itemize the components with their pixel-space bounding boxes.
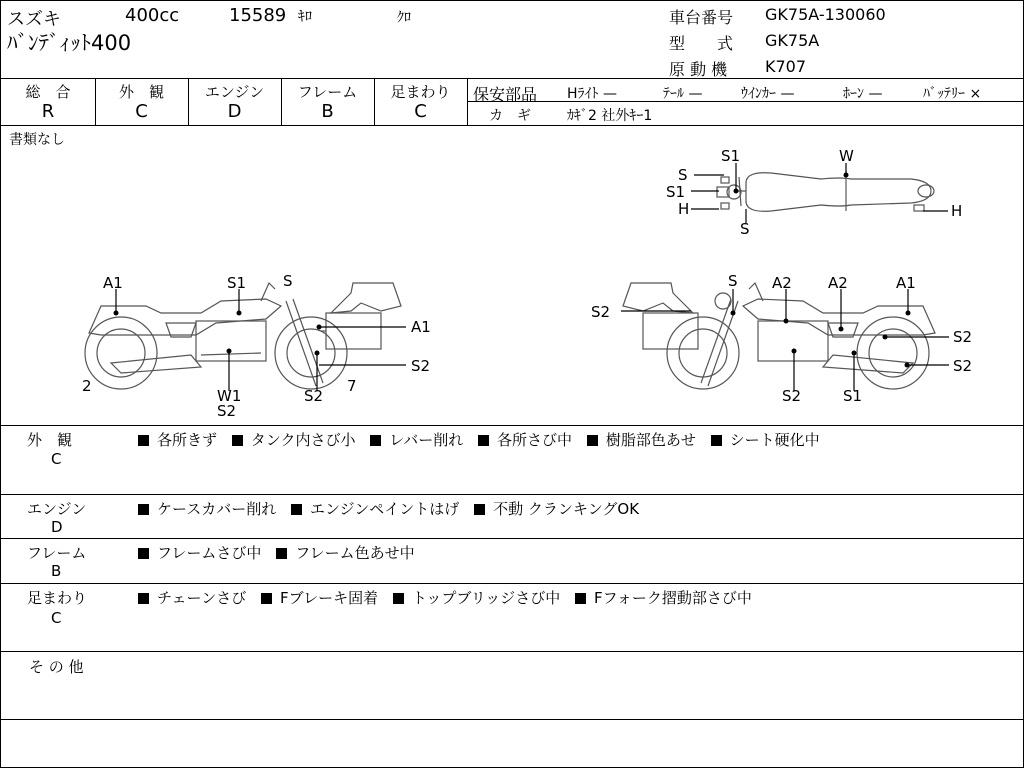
- note-item: Fブレーキ固着: [280, 589, 379, 607]
- grade-value-exterior: C: [135, 101, 148, 122]
- grade-label-frame: フレーム: [297, 83, 358, 101]
- type-label: 型 式: [669, 34, 734, 53]
- safety-horn: ﾎｰﾝ —: [843, 86, 883, 102]
- note-item: フレームさび中: [157, 544, 262, 562]
- motorcycle-diagram: [1, 126, 1023, 426]
- marker-top-h: H: [678, 200, 690, 218]
- marker-right-a2b: A2: [828, 274, 848, 292]
- frame-no: GK75A-130060: [765, 5, 886, 24]
- section-frame-grade: B: [51, 562, 62, 580]
- left-side-motorcycle: [85, 283, 401, 389]
- marker-top-s2: S: [740, 220, 750, 238]
- safety-winker: ｳｲﾝｶｰ —: [741, 86, 795, 102]
- engine-label: 原 動 機: [669, 60, 728, 79]
- marker-right-a1: A1: [896, 274, 916, 292]
- divider: [1, 78, 1023, 79]
- safety-tail: ﾃｰﾙ —: [663, 86, 703, 102]
- marker-right-s2: S2: [591, 303, 611, 321]
- frame-no-label: 車台番号: [669, 8, 734, 27]
- section-engine-grade: D: [51, 518, 63, 536]
- marker-left-s1: S1: [227, 274, 247, 292]
- note-item: Fフォーク摺動部さび中: [594, 589, 752, 607]
- note-item: 各所さび中: [497, 431, 573, 449]
- mileage-value: 15589: [229, 5, 287, 26]
- section-engine-notes: [138, 498, 649, 519]
- marker-left-a1b: A1: [411, 318, 431, 336]
- grade-label-suspension: 足まわり: [390, 83, 451, 101]
- color: ｸﾛ: [397, 10, 411, 26]
- marker-right-s2b: S2: [953, 328, 973, 346]
- section-exterior-grade: C: [51, 450, 62, 468]
- note-item: トップブリッジさび中: [411, 589, 561, 607]
- section-suspension-grade: C: [51, 609, 62, 627]
- marker-left-s2c: S2: [304, 387, 324, 405]
- displacement: 400cc: [125, 5, 180, 26]
- grade-value-suspension: C: [414, 101, 427, 122]
- marker-left-s: S: [283, 272, 293, 290]
- marker-left-7: 7: [347, 377, 357, 395]
- type-value: GK75A: [765, 31, 820, 50]
- key-label: カ ギ: [489, 108, 531, 124]
- safety-battery: ﾊﾞｯﾃﾘｰ ×: [923, 86, 982, 102]
- note-item: ケースカバー削れ: [157, 500, 277, 518]
- mileage: [229, 5, 312, 26]
- grade-value-frame: B: [321, 101, 334, 122]
- grade-label-exterior: 外 観: [118, 83, 164, 101]
- grade-value-overall: R: [41, 101, 55, 122]
- model-name: ﾊﾞﾝﾃﾞｨｯﾄ400: [7, 31, 132, 55]
- section-suspension-label: 足まわり: [27, 589, 88, 607]
- section-frame-notes: [138, 542, 425, 563]
- safety-label: 保安部品: [473, 85, 538, 104]
- key-value: ｶｷﾞ2 社外ｷｰ1: [567, 108, 653, 124]
- marker-right-s2d: S2: [782, 387, 802, 405]
- grade-label-overall: 総 合: [25, 83, 71, 101]
- note-item: エンジンペイントはげ: [310, 500, 460, 518]
- marker-left-a1: A1: [103, 274, 123, 292]
- note-item: チェーンさび: [157, 589, 247, 607]
- note-item: フレーム色あせ中: [295, 544, 415, 562]
- mileage-unit: ｷﾛ: [298, 9, 312, 25]
- engine-value: K707: [765, 57, 807, 76]
- marker-left-w1: W1: [217, 387, 242, 405]
- note-item: 各所きず: [157, 431, 218, 449]
- marker-right-s2c: S2: [953, 357, 973, 375]
- marker-right-s1: S1: [843, 387, 863, 405]
- section-suspension-notes: [138, 587, 762, 608]
- maker: スズキ: [7, 9, 61, 30]
- note-item: シート硬化中: [729, 431, 820, 449]
- marker-left-2: 2: [82, 377, 92, 395]
- grade-label-engine: エンジン: [204, 83, 265, 101]
- safety-headlight: Hﾗｲﾄ —: [567, 86, 617, 102]
- note-item: レバー削れ: [389, 431, 464, 449]
- section-frame-label: フレーム: [27, 544, 87, 562]
- marker-left-s2b: S2: [217, 402, 237, 420]
- marker-left-s2: S2: [411, 357, 431, 375]
- marker-right-s: S: [728, 272, 738, 290]
- note-item: 樹脂部色あせ: [605, 431, 696, 449]
- marker-top-s1: S1: [721, 147, 741, 165]
- section-engine-label: エンジン: [27, 500, 87, 518]
- note-item: タンク内さび小: [250, 431, 356, 449]
- marker-top-s1b: S1: [666, 183, 686, 201]
- marker-top-s: S: [678, 166, 688, 184]
- marker-top-h2: H: [951, 202, 963, 220]
- note-item: 不動 クランキングOK: [493, 500, 640, 518]
- section-other-label: そ の 他: [29, 658, 84, 676]
- section-exterior-label: 外 観: [27, 431, 73, 449]
- top-view-motorcycle: [717, 171, 934, 211]
- marker-top-w: W: [839, 147, 854, 165]
- right-side-motorcycle: [623, 283, 935, 389]
- section-exterior-notes: [138, 429, 830, 450]
- marker-right-a2: A2: [772, 274, 792, 292]
- grade-value-engine: D: [227, 101, 242, 122]
- documents-note: 書類なし: [9, 132, 65, 148]
